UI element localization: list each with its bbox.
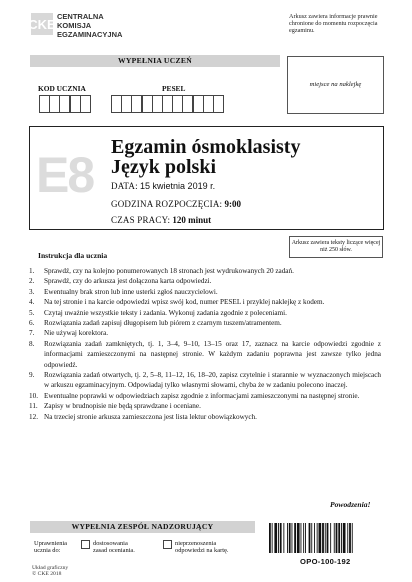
footer-line-1: Układ graficzny (32, 565, 69, 571)
instruction-item (29, 412, 381, 422)
instruction-item (29, 266, 381, 276)
barcode-bar (274, 523, 277, 553)
instruction-number: 3. (29, 287, 35, 296)
entitlements-label-line1: Uprawnienia (34, 540, 68, 547)
adjusted-grading-label: dostosowania zasad oceniania. (93, 540, 135, 555)
instruction-number: 1. (29, 267, 35, 275)
instruction-text: Rozwiązania zadań otwartych, tj. 2, 5–8, 11–12, 16, 18–20, zapisz czytelnie i starannie w wyznaczonych miejscach w arkuszu egzaminacyjnym. Odpowiadaj tylko własnymi słowami, chyba że w zadaniu polecono inaczej. (44, 371, 381, 390)
barcode-bar (311, 523, 312, 553)
instruction-number: 6. (29, 319, 35, 328)
barcode-bar (349, 523, 351, 553)
exam-duration-key: CZAS PRACY: (111, 215, 171, 225)
exam-start-value: 9:00 (224, 199, 241, 209)
exam-date-value: 15 kwietnia 2019 r. (140, 181, 216, 191)
exam-badge: E8 (36, 147, 94, 203)
barcode-bar (297, 523, 300, 553)
team-fill-band: WYPEŁNIA ZESPÓŁ NADZORUJĄCY (30, 521, 255, 533)
barcode-bar (314, 523, 315, 553)
instruction-item (29, 297, 381, 307)
instruction-text: Rozwiązania zadań zapisuj długopisem lub piórem z czarnym tuszem/atramentem. (44, 319, 282, 328)
instruction-item (29, 391, 381, 401)
instruction-number: 10. (29, 391, 38, 400)
cke-logo: CKE (31, 13, 53, 35)
instruction-number: 12. (29, 412, 38, 421)
barcode-bar (347, 523, 348, 553)
instruction-text: Na tej stronie i na karcie odpowiedzi wpisz swój kod, numer PESEL i przyklej naklejkę z kodem. (44, 298, 325, 307)
footer-line-2: © CKE 2018 (32, 571, 62, 578)
barcode-bar (280, 523, 282, 553)
exam-duration (111, 215, 211, 226)
sticker-placeholder (287, 56, 384, 114)
barcode-bar (283, 523, 284, 553)
barcode-bar (292, 523, 293, 553)
exam-start-key: GODZINA ROZPOCZĘCIA: (111, 199, 223, 209)
instruction-number: 9. (29, 371, 35, 380)
instruction-number: 11. (29, 402, 38, 411)
barcode-bar (269, 523, 271, 553)
barcode-bar (278, 523, 279, 553)
barcode-bar (343, 523, 346, 553)
instruction-text: Na trzeciej stronie arkusza zamieszczona jest lista lektur obowiązkowych. (44, 412, 257, 421)
org-line-1: CENTRALNA (57, 12, 104, 21)
barcode-bar (287, 523, 288, 553)
exam-date-key: DATA: (111, 181, 138, 191)
instruction-text: Czytaj uważnie wszystkie teksty i zadania. Wykonuj zadania zgodnie z poleceniami. (44, 308, 287, 317)
instruction-number: 8. (29, 339, 35, 348)
instruction-item (29, 287, 381, 297)
instruction-item (29, 276, 381, 286)
exam-title: Egzamin ósmoklasisty (111, 136, 301, 158)
exam-code: OPO-100-192 (300, 557, 351, 566)
instruction-item (29, 318, 381, 328)
instruction-text: Ewentualny brak stron lub inne usterki zgłoś nauczycielowi. (44, 287, 218, 296)
exam-subject: Język polski (111, 156, 217, 178)
footer-credit (32, 565, 68, 578)
instruction-number: 2. (29, 277, 35, 286)
exam-duration-value: 120 minut (172, 215, 212, 225)
barcode-bar (322, 523, 324, 553)
barcode-bar (305, 523, 306, 553)
instruction-text: Nie używaj korektora. (44, 329, 109, 338)
student-code-label: KOD UCZNIA (38, 84, 86, 93)
instruction-number: 4. (29, 298, 35, 307)
instruction-item (29, 328, 381, 338)
good-luck-text: Powodzenia! (330, 500, 371, 509)
barcode-bar (272, 523, 273, 553)
barcode-bar (303, 523, 304, 553)
instructions-list (29, 266, 381, 422)
instruction-text: Ewentualne poprawki w odpowiedziach zapisz zgodnie z informacjami zamieszczonymi na następnej stronie. (44, 391, 360, 400)
confidential-notice: Arkusz zawiera informacje prawnie chronione do momentu rozpoczęcia egzaminu. (289, 13, 378, 35)
student-fill-band: WYPEŁNIA UCZEŃ (30, 55, 280, 67)
barcode-bar (319, 523, 322, 553)
pesel-field[interactable] (111, 95, 223, 113)
instruction-item (29, 401, 381, 411)
pesel-label: PESEL (162, 84, 186, 93)
instructions-title: Instrukcja dla ucznia (38, 251, 108, 260)
instruction-number: 7. (29, 329, 35, 338)
instruction-text: Sprawdź, czy na kolejno ponumerowanych 18 stronach jest wydrukowanych 20 zadań. (44, 267, 294, 275)
instruction-item (29, 308, 381, 318)
org-line-3: EGZAMINACYJNA (57, 30, 123, 39)
barcode-bar (301, 523, 302, 553)
barcode-bar (352, 523, 353, 553)
digit-cell[interactable] (80, 95, 91, 113)
digit-cell[interactable] (213, 95, 224, 113)
barcode-bar (327, 523, 329, 553)
instruction-item (29, 370, 381, 391)
student-code-field[interactable] (39, 95, 90, 113)
barcode-bar (341, 523, 342, 553)
word-count-note: Arkusz zawiera teksty liczące więcej niż 250 słów. (289, 236, 383, 258)
barcode-bar (294, 523, 296, 553)
instruction-text: Rozwiązania zadań zamkniętych, tj. 1, 3–4, 9–10, 13–15 oraz 17, zaznacz na karcie odpowiedzi zgodnie z informacjami zamieszczonymi na następnej stronie. W każdym zadaniu poprawna jest zawsze tylko jedna odpowiedź. (44, 339, 381, 369)
exam-start-time (111, 199, 241, 210)
barcode-icon (268, 523, 384, 553)
instruction-item (29, 339, 381, 370)
barcode-bar (336, 523, 338, 553)
instruction-number: 5. (29, 308, 35, 317)
barcode-bar (317, 523, 318, 553)
adjusted-grading-checkbox[interactable] (81, 540, 90, 549)
barcode-bar (338, 523, 340, 553)
barcode-bar (309, 523, 311, 553)
instruction-text: Sprawdź, czy do arkusza jest dołączona karta odpowiedzi. (44, 277, 212, 286)
org-line-2: KOMISJA (57, 21, 92, 30)
entitlements-label (34, 540, 67, 555)
barcode-bar (334, 523, 335, 553)
no-transfer-checkbox[interactable] (163, 540, 172, 549)
barcode-bar (289, 523, 291, 553)
barcode-bar (330, 523, 331, 553)
entitlements-label-line2: ucznia do: (34, 547, 61, 555)
instruction-text: Zapisy w brudnopisie nie będą sprawdzane i oceniane. (44, 402, 201, 411)
organization-name (57, 12, 122, 39)
no-transfer-label: nieprzenoszenia odpowiedzi na kartę. (175, 540, 229, 555)
exam-date (111, 181, 215, 192)
sticker-label: miejsce na naklejkę (309, 81, 362, 88)
barcode-bar (325, 523, 326, 553)
